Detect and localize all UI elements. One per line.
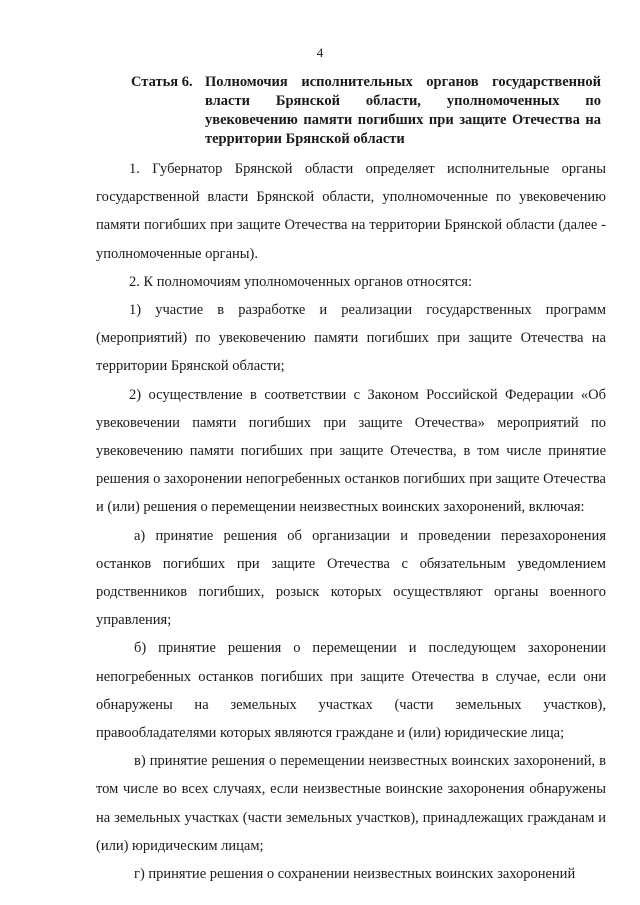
subitem-v: в) принятие решения о перемещении неизвестных воинских захоронений, в том числе во всех случаях, если неизвестные воинские захоронения обнаружены на земельных участках (части земельных участков), принадлежащих гражданам и (или) юридическим лицам; bbox=[96, 753, 606, 854]
subitem-g: г) принятие решения о сохранении неизвестных воинских захоронений bbox=[134, 866, 576, 883]
article-title: Полномочия исполнительных органов государственной власти Брянской области, уполномоченных по увековечению памяти погибших при защите Отечества на территории Брянской области bbox=[205, 74, 601, 147]
item-2: 2) осуществление в соответствии с Законом Российской Федерации «Об увековечении памяти погибших при защите Отечества» мероприятий по увековечению памяти погибших при защите Отечества, в том числе принятие решения о захоронении непогребенных останков погибших при защите Отечества и (или) решения о перемещении неизвестных воинских захоронений, включая: bbox=[96, 386, 606, 516]
article-label: Статья 6. bbox=[131, 74, 193, 90]
paragraph-2: 2. К полномочиям уполномоченных органов относятся: bbox=[129, 273, 472, 290]
subitem-a: а) принятие решения об организации и проведении перезахоронения останков погибших при защите Отечества с обязательным уведомлением родственников погибших, розыск которых осуществляют органы военного управления; bbox=[96, 527, 606, 629]
paragraph-1: 1. Губернатор Брянской области определяет исполнительные органы государственной власти Брянской области, уполномоченные по увековечению памяти погибших при защите Отечества на территории Брянской области (далее - уполномоченные органы). bbox=[96, 161, 606, 262]
subitem-b: б) принятие решения о перемещении и последующем захоронении непогребенных останков погибших при защите Отечества в случае, если они обнаружены на земельных участках (части земельных участков), правообладателями которых являются граждане и (или) юридические лица; bbox=[96, 640, 606, 742]
page-number: 4 bbox=[316, 45, 324, 60]
item-1: 1) участие в разработке и реализации государственных программ (мероприятий) по увековечению памяти погибших при защите Отечества на территории Брянской области; bbox=[96, 302, 606, 375]
article-body bbox=[96, 155, 606, 888]
article-heading bbox=[131, 73, 601, 149]
